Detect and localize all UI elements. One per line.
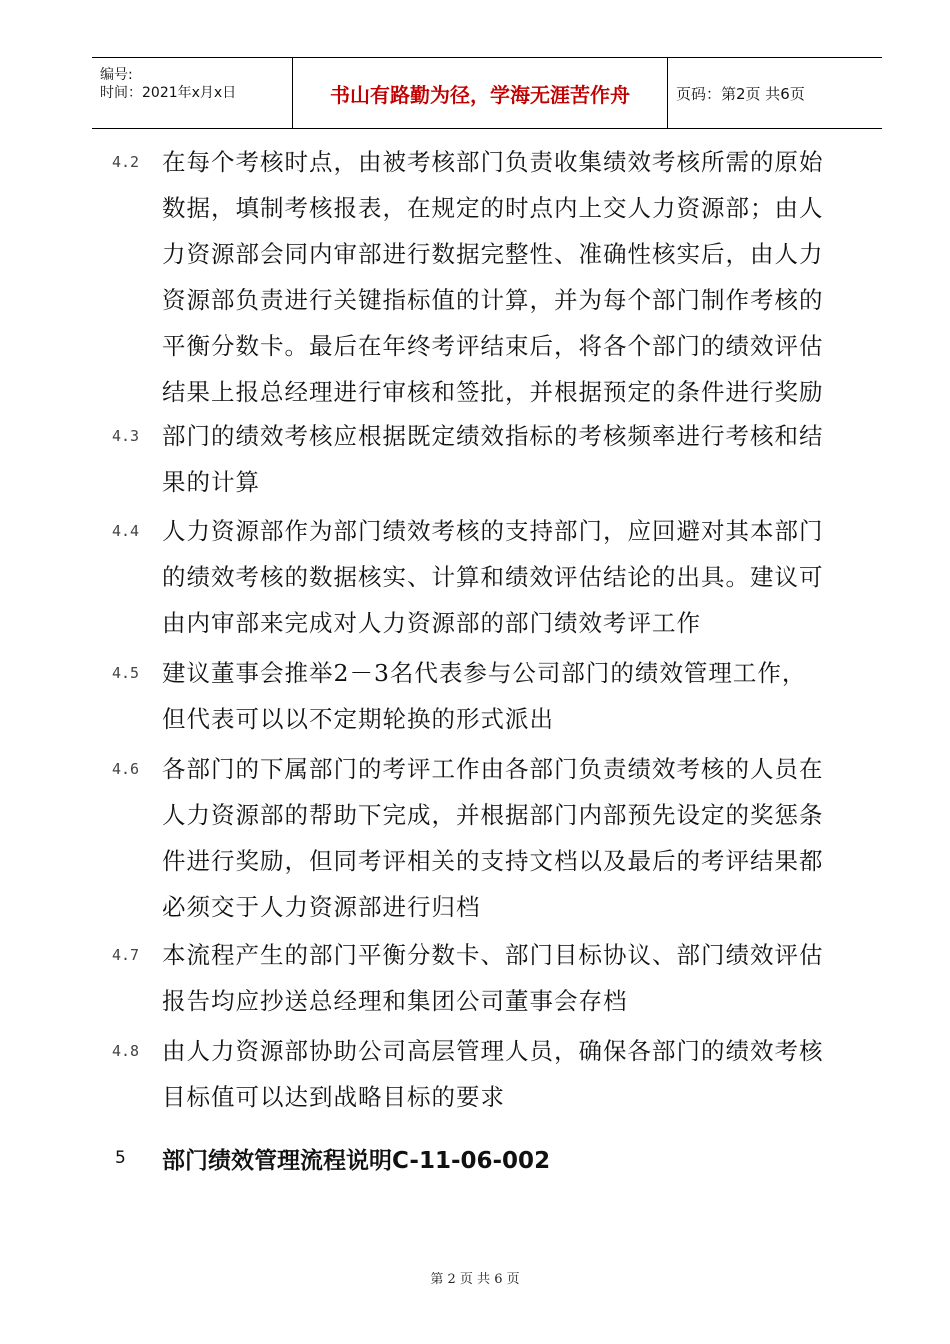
- item-text: [162, 508, 862, 646]
- text-line: 资源部负责进行关键指标值的计算，并为每个部门制作考核的: [162, 286, 824, 314]
- section-title: 部门绩效管理流程说明C-11-06-002: [162, 1148, 551, 1174]
- item-text: [162, 746, 862, 930]
- text-line: 人力资源部的帮助下完成，并根据部门内部预先设定的奖惩条: [162, 801, 824, 829]
- text-line: 力资源部会同内审部进行数据完整性、准确性核实后，由人力: [162, 240, 824, 268]
- header-motto: 书山有路勤为径，学海无涯苦作舟: [330, 82, 630, 107]
- header-page-cell: [668, 58, 882, 128]
- header-page-info: 页码：第2页 共6页: [676, 84, 805, 103]
- item-number: 4.7: [112, 946, 140, 964]
- header-meta-cell: [92, 58, 293, 128]
- text-line: 目标值可以达到战略目标的要求: [162, 1083, 505, 1111]
- text-line: 建议董事会推举2－3名代表参与公司部门的绩效管理工作，: [162, 659, 807, 687]
- text-line: 报告均应抄送总经理和集团公司董事会存档: [162, 987, 628, 1015]
- text-line: 各部门的下属部门的考评工作由各部门负责绩效考核的人员在: [162, 755, 824, 783]
- text-line: 结果上报总经理进行审核和签批，并根据预定的条件进行奖励: [162, 378, 824, 406]
- item-text: [162, 1028, 862, 1120]
- text-line: 的绩效考核的数据核实、计算和绩效评估结论的出具。建议可: [162, 563, 824, 591]
- item-text: [162, 413, 862, 505]
- item-text: [162, 139, 862, 415]
- text-line: 在每个考核时点，由被考核部门负责收集绩效考核所需的原始: [162, 148, 824, 176]
- item-number: 4.6: [112, 760, 140, 778]
- item-number: 4.2: [112, 153, 140, 171]
- text-line: 由内审部来完成对人力资源部的部门绩效考评工作: [162, 609, 701, 637]
- text-line: 部门的绩效考核应根据既定绩效指标的考核频率进行考核和结: [162, 422, 824, 450]
- text-line: 件进行奖励，但同考评相关的支持文档以及最后的考评结果都: [162, 847, 824, 875]
- item-number: 4.8: [112, 1042, 140, 1060]
- text-line: 果的计算: [162, 468, 260, 496]
- document-time-label: 时间：2021年x月x日: [100, 85, 237, 101]
- document-code-label: 编号:: [100, 67, 133, 83]
- text-line: 但代表可以以不定期轮换的形式派出: [162, 705, 554, 733]
- header-motto-cell: [293, 58, 668, 128]
- text-line: 由人力资源部协助公司高层管理人员，确保各部门的绩效考核: [162, 1037, 824, 1065]
- text-line: 平衡分数卡。最后在年终考评结束后，将各个部门的绩效评估: [162, 332, 824, 360]
- page-footer: 第 2 页 共 6 页: [430, 1272, 520, 1287]
- text-line: 人力资源部作为部门绩效考核的支持部门，应回避对其本部门: [162, 517, 824, 545]
- page-header: [92, 57, 882, 129]
- item-number: 4.4: [112, 522, 140, 540]
- text-line: 本流程产生的部门平衡分数卡、部门目标协议、部门绩效评估: [162, 941, 824, 969]
- text-line: 必须交于人力资源部进行归档: [162, 893, 481, 921]
- section-number: 5: [115, 1148, 126, 1168]
- text-line: 数据，填制考核报表，在规定的时点内上交人力资源部；由人: [162, 194, 824, 222]
- item-number: 4.5: [112, 664, 140, 682]
- item-text: [162, 650, 862, 742]
- item-number: 4.3: [112, 427, 140, 445]
- item-text: [162, 932, 862, 1024]
